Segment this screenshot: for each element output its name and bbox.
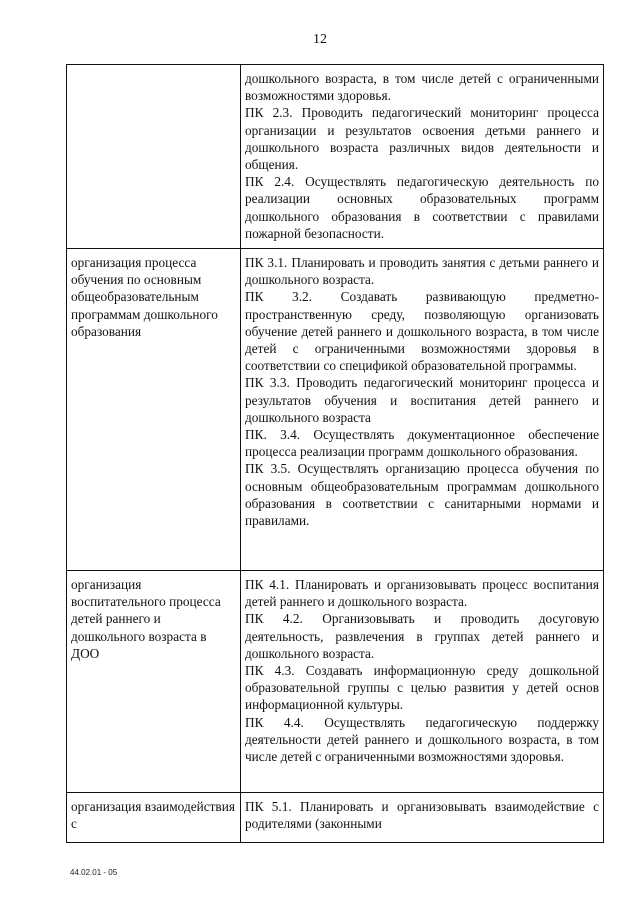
competency-item: ПК. 3.4. Осуществлять документационное обеспечение процесса реализации программ дошкольного образования.	[245, 427, 599, 460]
table-row	[67, 249, 604, 571]
competency-item: ПК 3.2. Создавать развивающую предметно-пространственную среду, позволяющую организовать обучение детей раннего и дошкольного возраста, в том числе детей с ограниченными возможностями здоровья в соответствии со спецификой образовательной программы.	[245, 289, 599, 374]
footer-code: 44.02.01 - 05	[70, 868, 118, 877]
competency-cell	[241, 65, 604, 249]
activity-cell: организация процесса обучения по основным общеобразовательным программам дошкольного образования	[67, 249, 241, 571]
competency-item: ПК 3.5. Осуществлять организацию процесса обучения по основным общеобразовательным программам дошкольного образования в соответствии с санитарными нормами и правилами.	[245, 461, 599, 529]
competency-cell	[241, 571, 604, 793]
page-number: 12	[313, 32, 327, 47]
competency-item: дошкольного возраста, в том числе детей с ограниченными возможностями здоровья.	[245, 71, 599, 104]
competency-item: ПК 4.3. Создавать информационную среду дошкольной образовательной группы с целью развития у детей основ информационной культуры.	[245, 663, 599, 713]
competency-item: ПК 3.3. Проводить педагогический мониторинг процесса и результатов обучения и воспитания детей раннего и дошкольного возраста	[245, 375, 599, 425]
competency-item: ПК 4.1. Планировать и организовывать процесс воспитания детей раннего и дошкольного возраста.	[245, 577, 599, 610]
competency-table	[66, 64, 604, 843]
activity-cell: организация воспитательного процесса детей раннего и дошкольного возраста в ДОО	[67, 571, 241, 793]
competency-item: ПК 4.2. Организовывать и проводить досуговую деятельность, развлечения в группах детей раннего и дошкольного возраста.	[245, 611, 599, 661]
activity-cell	[67, 65, 241, 249]
competency-item: ПК 2.4. Осуществлять педагогическую деятельность по реализации основных образовательных программ дошкольного образования в соответствии с правилами пожарной безопасности.	[245, 174, 599, 241]
competency-cell	[241, 793, 604, 843]
competency-item: ПК 5.1. Планировать и организовывать взаимодействие с родителями (законными	[245, 799, 599, 832]
competency-item: ПК 4.4. Осуществлять педагогическую поддержку деятельности детей раннего и дошкольного возраста, в том числе детей с ограниченными возможностями здоровья.	[245, 714, 599, 765]
table-row	[67, 793, 604, 843]
competency-cell	[241, 249, 604, 571]
competency-item: ПК 2.3. Проводить педагогический мониторинг процесса организации и результатов освоения детьми раннего и дошкольного возраста различных видов деятельности и общения.	[245, 105, 599, 173]
table-row	[67, 65, 604, 249]
activity-cell: организация взаимодействия с	[67, 793, 241, 843]
competency-item: ПК 3.1. Планировать и проводить занятия с детьми раннего и дошкольного возраста.	[245, 255, 599, 288]
table-row	[67, 571, 604, 793]
